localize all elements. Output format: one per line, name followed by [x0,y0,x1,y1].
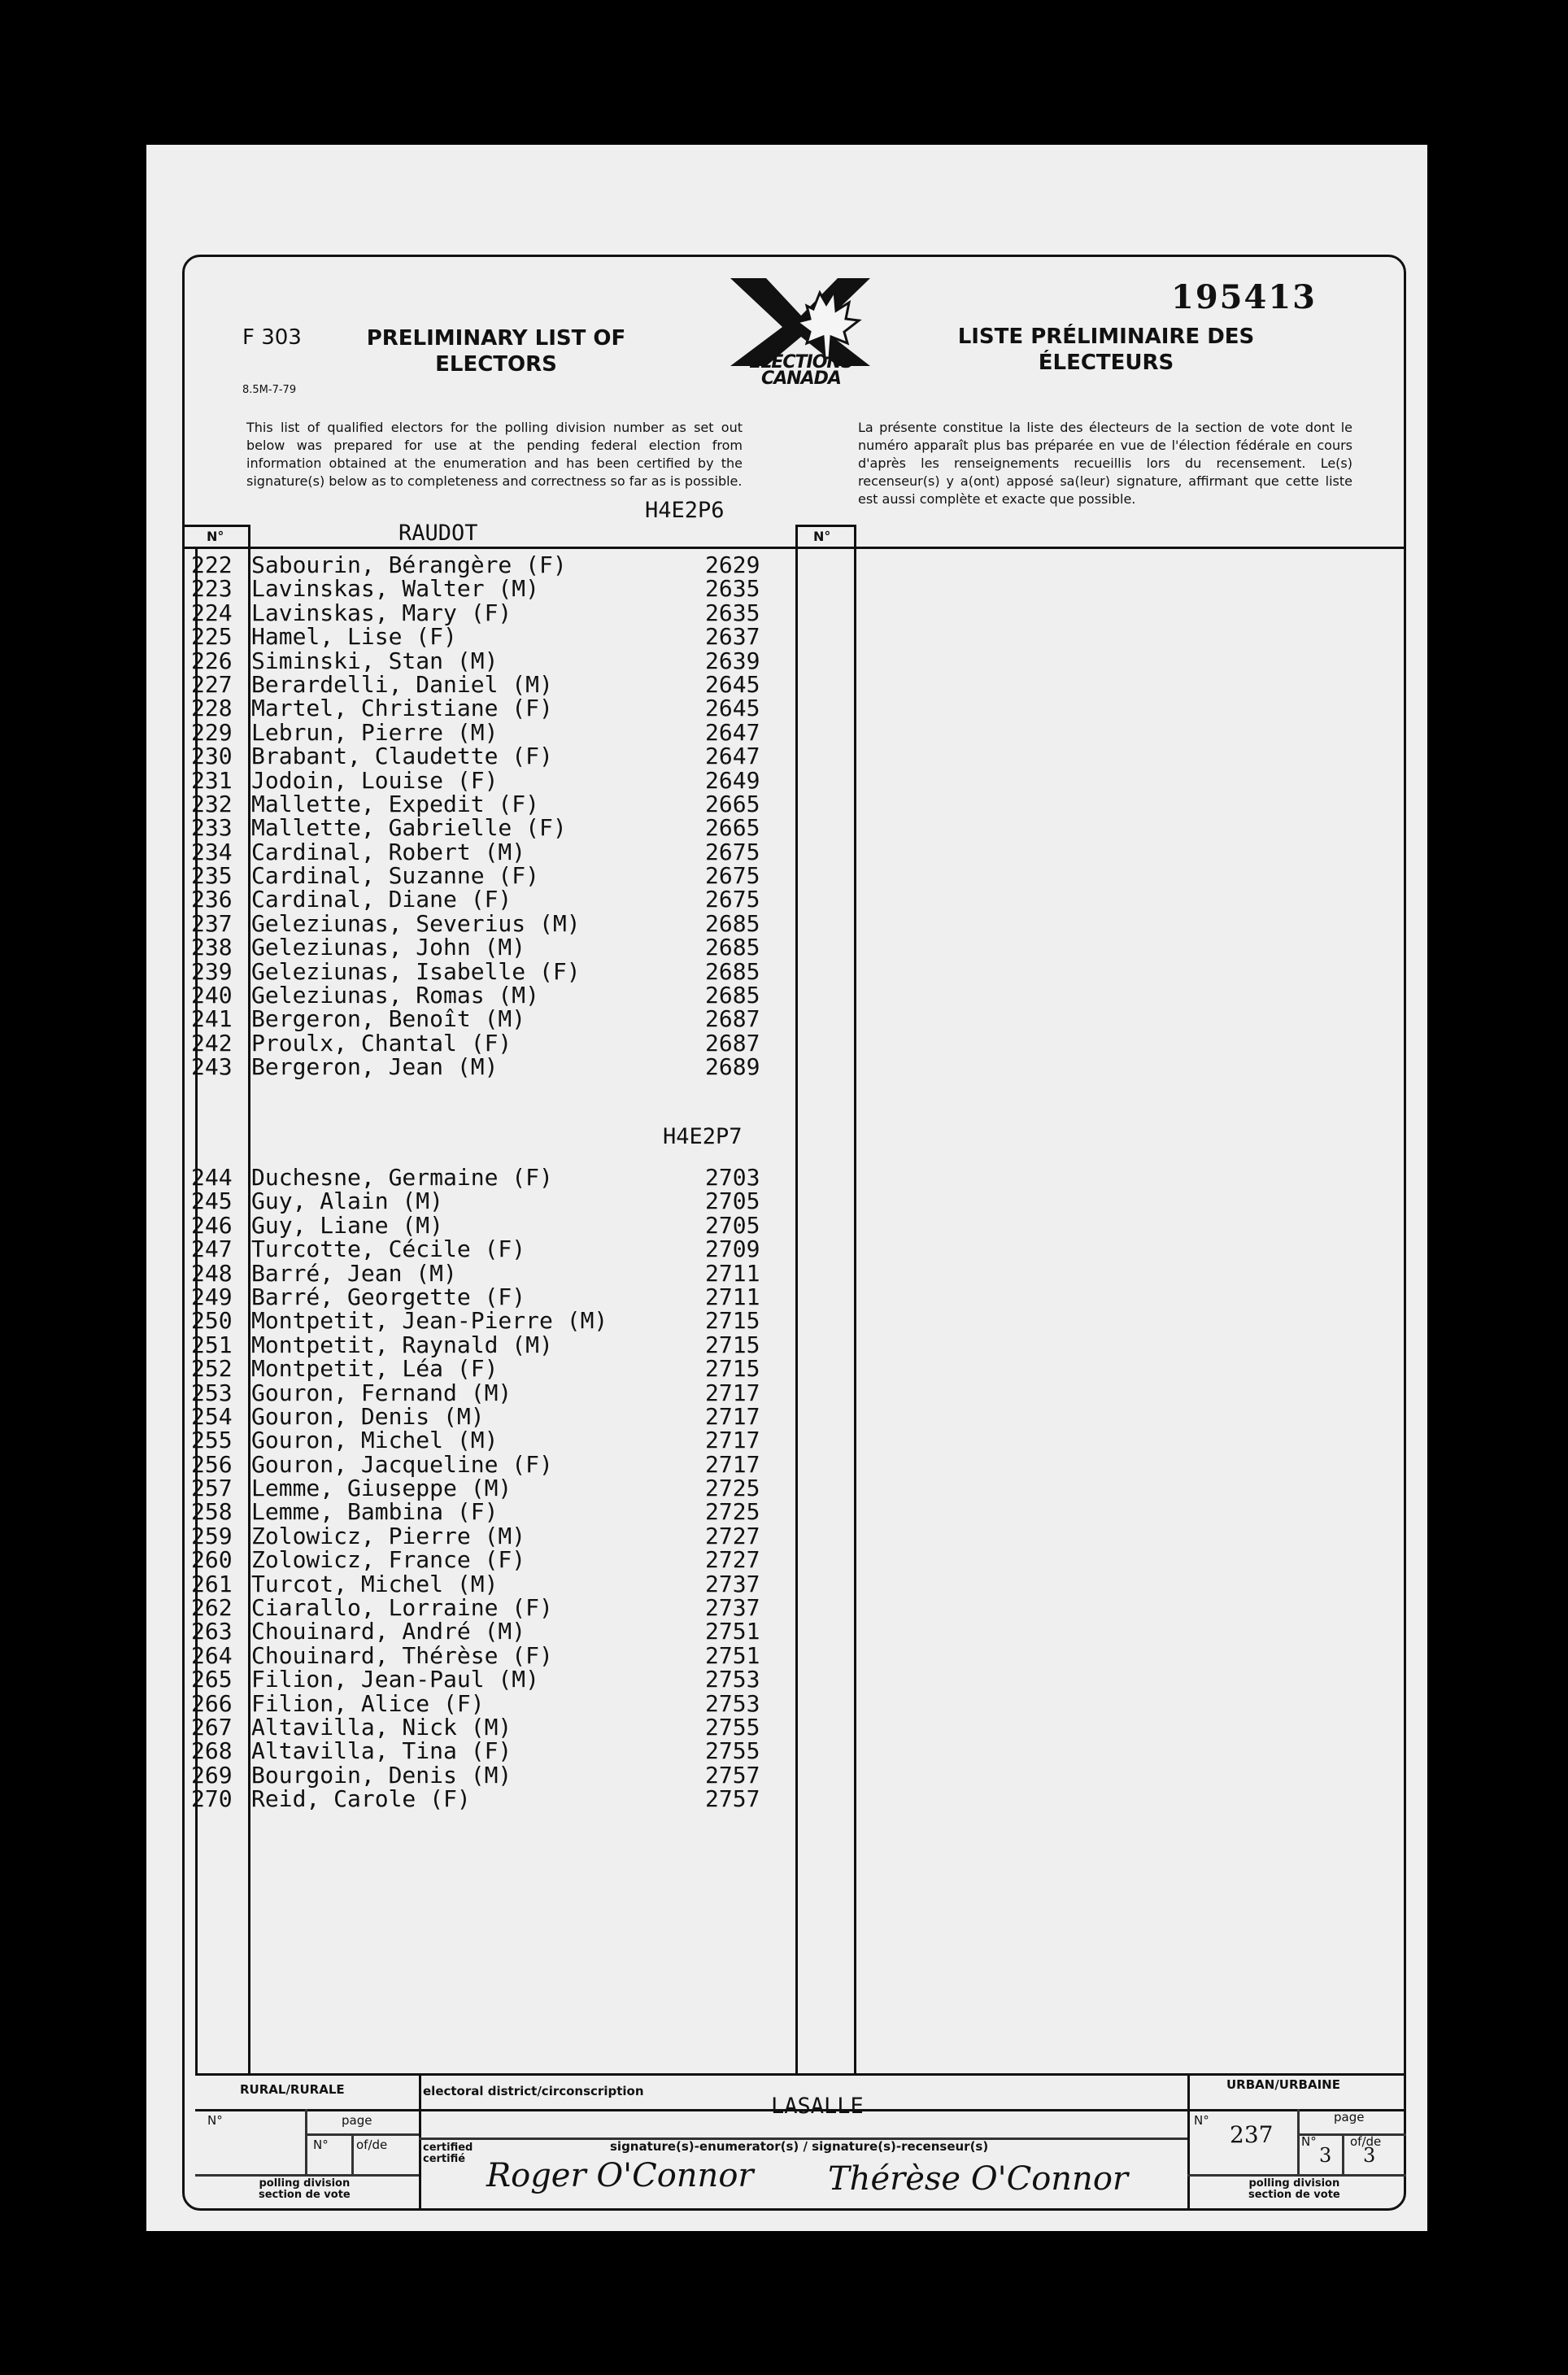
table-row [191,957,793,985]
table-row [191,1031,793,1055]
elector-number: 244 [191,1164,233,1191]
table-row [191,1055,793,1079]
table-row [191,1524,793,1548]
elector-name: Filion, Alice (F) [251,1689,485,1717]
elector-name: Bergeron, Benoît (M) [251,1005,526,1033]
elector-number: 247 [191,1235,233,1263]
middle-column-rule-2 [854,525,856,2076]
table-row [191,1594,793,1622]
elector-name: Chouinard, André (M) [251,1618,526,1645]
elector-address: 2751 [705,1618,760,1645]
elector-number: 223 [191,575,233,603]
elector-address: 2639 [705,647,760,674]
elector-list-group-2 [191,1166,793,1811]
elector-name: Gouron, Jacqueline (F) [251,1450,553,1478]
elector-address: 2717 [705,1379,760,1406]
table-row [191,553,793,577]
elector-name: Lemme, Giuseppe (M) [251,1475,512,1502]
urban-polling-fr: section de vote [1248,2189,1340,2201]
elector-number: 235 [191,862,233,890]
table-row [191,1211,793,1239]
print-code: 8.5M-7-79 [242,384,297,396]
elector-number: 234 [191,838,233,865]
elector-address: 2751 [705,1641,760,1669]
elector-number: 262 [191,1594,233,1622]
elector-address: 2715 [705,1331,760,1358]
elector-address: 2637 [705,623,760,651]
title-fr-line2: ÉLECTEURS [1038,351,1174,375]
elector-name: Lemme, Bambina (F) [251,1498,499,1526]
elector-address: 2705 [705,1211,760,1239]
table-row [191,1763,793,1787]
enumerator-signature-1: Roger O'Connor [486,2157,754,2194]
elector-address: 2705 [705,1188,760,1215]
elector-number: 240 [191,982,233,1009]
elector-name: Geleziunas, Severius (M) [251,909,581,937]
table-row [191,1166,793,1189]
table-row [191,575,793,603]
elector-name: Geleziunas, Isabelle (F) [251,957,581,985]
elector-number: 251 [191,1331,233,1358]
footer-rural-of-rule [351,2133,354,2174]
postal-code-2: H4E2P7 [663,1124,743,1149]
elector-name: Geleziunas, John (M) [251,934,526,961]
footer-urban-divider [1187,2073,1190,2211]
elector-name: Filion, Jean-Paul (M) [251,1666,540,1693]
table-row [191,1381,793,1405]
urban-label: URBAN/URBAINE [1226,2077,1340,2092]
footer-urban-of-rule [1342,2133,1344,2174]
elector-name: Montpetit, Raynald (M) [251,1331,553,1358]
elector-name: Barré, Jean (M) [251,1259,457,1287]
footer-urban-page-rule [1297,2109,1300,2174]
elector-address: 2685 [705,909,760,937]
elector-address: 2753 [705,1689,760,1717]
no-header-right-top [795,525,856,527]
elector-number: 249 [191,1283,233,1310]
rural-label: RURAL/RURALE [240,2082,345,2097]
elector-name: Jodoin, Louise (F) [251,766,499,794]
table-row [191,1333,793,1357]
elector-number: 258 [191,1498,233,1526]
elector-number: 246 [191,1211,233,1239]
elector-number: 268 [191,1737,233,1765]
enumerator-signature-2: Thérèse O'Connor [828,2160,1129,2198]
elector-name: Cardinal, Suzanne (F) [251,862,540,890]
table-row [191,1641,793,1669]
elector-address: 2647 [705,718,760,746]
elector-address: 2753 [705,1666,760,1693]
footer-top-rule [195,2073,1406,2076]
urban-page-label: page [1334,2110,1365,2124]
elector-address: 2635 [705,575,760,603]
elector-address: 2647 [705,743,760,770]
elector-number: 241 [191,1005,233,1033]
title-english [350,325,642,377]
table-row [191,601,793,625]
footer-urban-bottom-rule [1187,2174,1406,2177]
elector-number: 230 [191,743,233,770]
elector-address: 2675 [705,838,760,865]
rural-of-label: of/de [356,2138,388,2152]
table-row [191,1739,793,1763]
elector-address: 2737 [705,1570,760,1597]
elector-name: Geleziunas, Romas (M) [251,982,540,1009]
title-en-line1: PRELIMINARY LIST OF [366,326,626,351]
elector-number: 269 [191,1761,233,1789]
elector-address: 2711 [705,1283,760,1310]
elector-list-group-1 [191,553,793,1079]
table-row [191,862,793,890]
elector-address: 2645 [705,695,760,722]
elector-number: 228 [191,695,233,722]
elector-number: 255 [191,1427,233,1454]
elector-name: Mallette, Expedit (F) [251,790,540,817]
elector-name: Gouron, Denis (M) [251,1402,485,1430]
elector-address: 2711 [705,1259,760,1287]
elector-number: 227 [191,670,233,698]
elector-number: 225 [191,623,233,651]
urban-no-label: N° [1194,2113,1209,2128]
postal-code-1: H4E2P6 [645,498,725,523]
certified-fr: certifié [423,2153,466,2165]
certified-label [423,2142,473,2165]
elector-address: 2685 [705,957,760,985]
table-row [191,1237,793,1261]
table-row [191,649,793,673]
table-row [191,623,793,651]
elector-number: 245 [191,1188,233,1215]
elector-name: Duchesne, Germaine (F) [251,1164,553,1191]
elector-name: Gouron, Fernand (M) [251,1379,512,1406]
elector-number: 248 [191,1259,233,1287]
urban-polling-label [1248,2178,1340,2201]
urban-polling-en: polling division [1248,2177,1340,2190]
elector-address: 2737 [705,1594,760,1622]
table-row [191,1476,793,1500]
elector-name: Martel, Christiane (F) [251,695,553,722]
elector-address: 2649 [705,766,760,794]
elector-number: 257 [191,1475,233,1502]
elector-number: 238 [191,934,233,961]
rural-page-label: page [342,2113,372,2128]
urban-polling-number: 237 [1230,2121,1274,2148]
table-row [191,1355,793,1383]
urban-of-value: 3 [1363,2144,1376,2167]
elector-name: Sabourin, Bérangère (F) [251,551,567,578]
elector-number: 236 [191,886,233,913]
elector-address: 2675 [705,862,760,890]
elector-name: Montpetit, Léa (F) [251,1355,499,1383]
elector-number: 266 [191,1689,233,1717]
footer-rural-page-sub [305,2133,419,2136]
table-row [191,1546,793,1574]
rural-polling-fr: section de vote [259,2189,351,2201]
table-row [191,1667,793,1691]
elector-address: 2725 [705,1498,760,1526]
elections-canada-logo [716,277,886,399]
elector-name: Turcot, Michel (M) [251,1570,499,1597]
table-row [191,1689,793,1717]
table-row [191,1498,793,1526]
table-row [191,1715,793,1739]
no-header-top [184,525,249,527]
elector-name: Cardinal, Diane (F) [251,886,512,913]
elector-number: 242 [191,1029,233,1057]
table-row [191,1450,793,1478]
elector-name: Altavilla, Nick (M) [251,1713,512,1741]
footer-rural-page-rule [305,2109,307,2174]
elector-address: 2715 [705,1355,760,1383]
urban-of-label: of/de [1350,2134,1382,2149]
table-row [191,1572,793,1596]
middle-column-rule-1 [795,525,798,2076]
elector-address: 2715 [705,1307,760,1335]
table-row [191,840,793,864]
table-row [191,1619,793,1643]
elector-address: 2709 [705,1235,760,1263]
elector-name: Chouinard, Thérèse (F) [251,1641,553,1669]
elector-address: 2755 [705,1737,760,1765]
elector-address: 2675 [705,886,760,913]
table-row [191,935,793,959]
elector-name: Gouron, Michel (M) [251,1427,499,1454]
elector-name: Hamel, Lise (F) [251,623,457,651]
elector-number: 254 [191,1402,233,1430]
elector-address: 2757 [705,1761,760,1789]
elector-number: 267 [191,1713,233,1741]
elector-address: 2665 [705,790,760,817]
elector-name: Mallette, Gabrielle (F) [251,814,567,842]
elector-name: Altavilla, Tina (F) [251,1737,512,1765]
rural-polling-en: polling division [259,2177,351,2190]
table-row [191,1189,793,1213]
table-row [191,1402,793,1430]
elector-number: 252 [191,1355,233,1383]
elector-number: 222 [191,551,233,578]
district-value: LASALLE [771,2094,864,2119]
table-row [191,909,793,937]
elector-name: Berardelli, Daniel (M) [251,670,553,698]
signature-label: signature(s)-enumerator(s) / signature(s)-recenseur(s) [610,2139,989,2154]
elector-name: Guy, Alain (M) [251,1188,444,1215]
elector-address: 2689 [705,1053,760,1081]
serial-number: 195413 [1171,278,1317,316]
elector-address: 2685 [705,934,760,961]
elector-address: 2703 [705,1164,760,1191]
elector-name: Siminski, Stan (M) [251,647,499,674]
elector-number: 232 [191,790,233,817]
table-row [191,670,793,698]
street-name: RAUDOT [399,521,478,546]
elector-name: Lebrun, Pierre (M) [251,718,499,746]
table-row [191,814,793,842]
elector-address: 2717 [705,1402,760,1430]
elector-name: Zolowicz, France (F) [251,1546,526,1574]
rural-polling-label [259,2178,351,2201]
title-fr-line1: LISTE PRÉLIMINAIRE DES [957,325,1255,349]
table-row [191,1307,793,1335]
elector-address: 2687 [705,1005,760,1033]
elector-address: 2755 [705,1713,760,1741]
form-number: F 303 [242,325,302,350]
elector-address: 2687 [705,1029,760,1057]
title-en-line2: ELECTORS [435,352,557,377]
table-row [191,696,793,720]
rural-page-no-label: N° [313,2138,329,2152]
elector-name: Reid, Carole (F) [251,1785,471,1813]
urban-page-value: 3 [1319,2144,1332,2167]
elector-address: 2635 [705,599,760,626]
elector-name: Ciarallo, Lorraine (F) [251,1594,553,1622]
elector-name: Lavinskas, Mary (F) [251,599,512,626]
table-row [191,1259,793,1287]
rural-no-label: N° [207,2113,223,2128]
elector-number: 231 [191,766,233,794]
table-row [191,744,793,768]
elector-number: 224 [191,599,233,626]
intro-french: La présente constitue la liste des électeurs de la section de vote dont le numéro apparaît plus bas préparée en vue de l'élection fédérale en cours d'après les renseignements recueillis lors du recensement. Le(s) recenseur(s) y a(ont) apposé sa(leur) signature, affirmant que cette liste est aussi complète et exacte que possible. [858,420,1352,507]
elector-address: 2717 [705,1427,760,1454]
elector-number: 226 [191,647,233,674]
elector-number: 259 [191,1522,233,1549]
elector-address: 2727 [705,1522,760,1549]
footer-rural-bottom-rule [195,2174,419,2177]
elector-number: 253 [191,1379,233,1406]
table-row [191,766,793,794]
elector-address: 2685 [705,982,760,1009]
table-row [191,1007,793,1031]
elector-number: 265 [191,1666,233,1693]
urban-page-no-label: N° [1301,2134,1317,2149]
title-french [935,324,1277,376]
elector-number: 229 [191,718,233,746]
elector-number: 237 [191,909,233,937]
elector-number: 239 [191,957,233,985]
elector-name: Turcotte, Cécile (F) [251,1235,526,1263]
elector-name: Brabant, Claudette (F) [251,743,553,770]
table-row [191,1428,793,1452]
elector-address: 2645 [705,670,760,698]
elector-number: 263 [191,1618,233,1645]
elector-number: 250 [191,1307,233,1335]
elector-number: 233 [191,814,233,842]
elector-address: 2725 [705,1475,760,1502]
number-column-header: N° [207,529,224,544]
intro-english: This list of qualified electors for the polling division number as set out below was prepared for use at the pending federal election from information obtained at the enumeration and has been certified by the signature(s) below as to completeness and correctness so far as is possible. [246,420,743,489]
elector-number: 260 [191,1546,233,1574]
elector-address: 2665 [705,814,760,842]
table-row [191,887,793,911]
table-header-line [182,547,1406,549]
elector-name: Montpetit, Jean-Pierre (M) [251,1307,608,1335]
elector-name: Barré, Georgette (F) [251,1283,526,1310]
logo-line1: ELECTIONS [749,352,853,373]
elector-number: 243 [191,1053,233,1081]
elector-address: 2727 [705,1546,760,1574]
elector-name: Proulx, Chantal (F) [251,1029,512,1057]
table-row [191,792,793,816]
table-row [191,718,793,746]
elector-name: Guy, Liane (M) [251,1211,444,1239]
elector-name: Lavinskas, Walter (M) [251,575,540,603]
elector-name: Zolowicz, Pierre (M) [251,1522,526,1549]
elector-name: Bergeron, Jean (M) [251,1053,499,1081]
elector-name: Cardinal, Robert (M) [251,838,526,865]
table-row [191,1285,793,1309]
table-row [191,1787,793,1811]
elector-address: 2717 [705,1450,760,1478]
elector-number: 261 [191,1570,233,1597]
footer-rural-divider [419,2073,421,2211]
elector-number: 264 [191,1641,233,1669]
elector-name: Bourgoin, Denis (M) [251,1761,512,1789]
certified-en: certified [423,2142,473,2154]
elector-number: 256 [191,1450,233,1478]
number-column-header-right: N° [813,529,831,544]
elector-address: 2629 [705,551,760,578]
district-label: electoral district/circonscription [423,2084,644,2098]
elector-address: 2757 [705,1785,760,1813]
elector-number: 270 [191,1785,233,1813]
logo-line2: CANADA [761,368,841,389]
table-row [191,983,793,1007]
